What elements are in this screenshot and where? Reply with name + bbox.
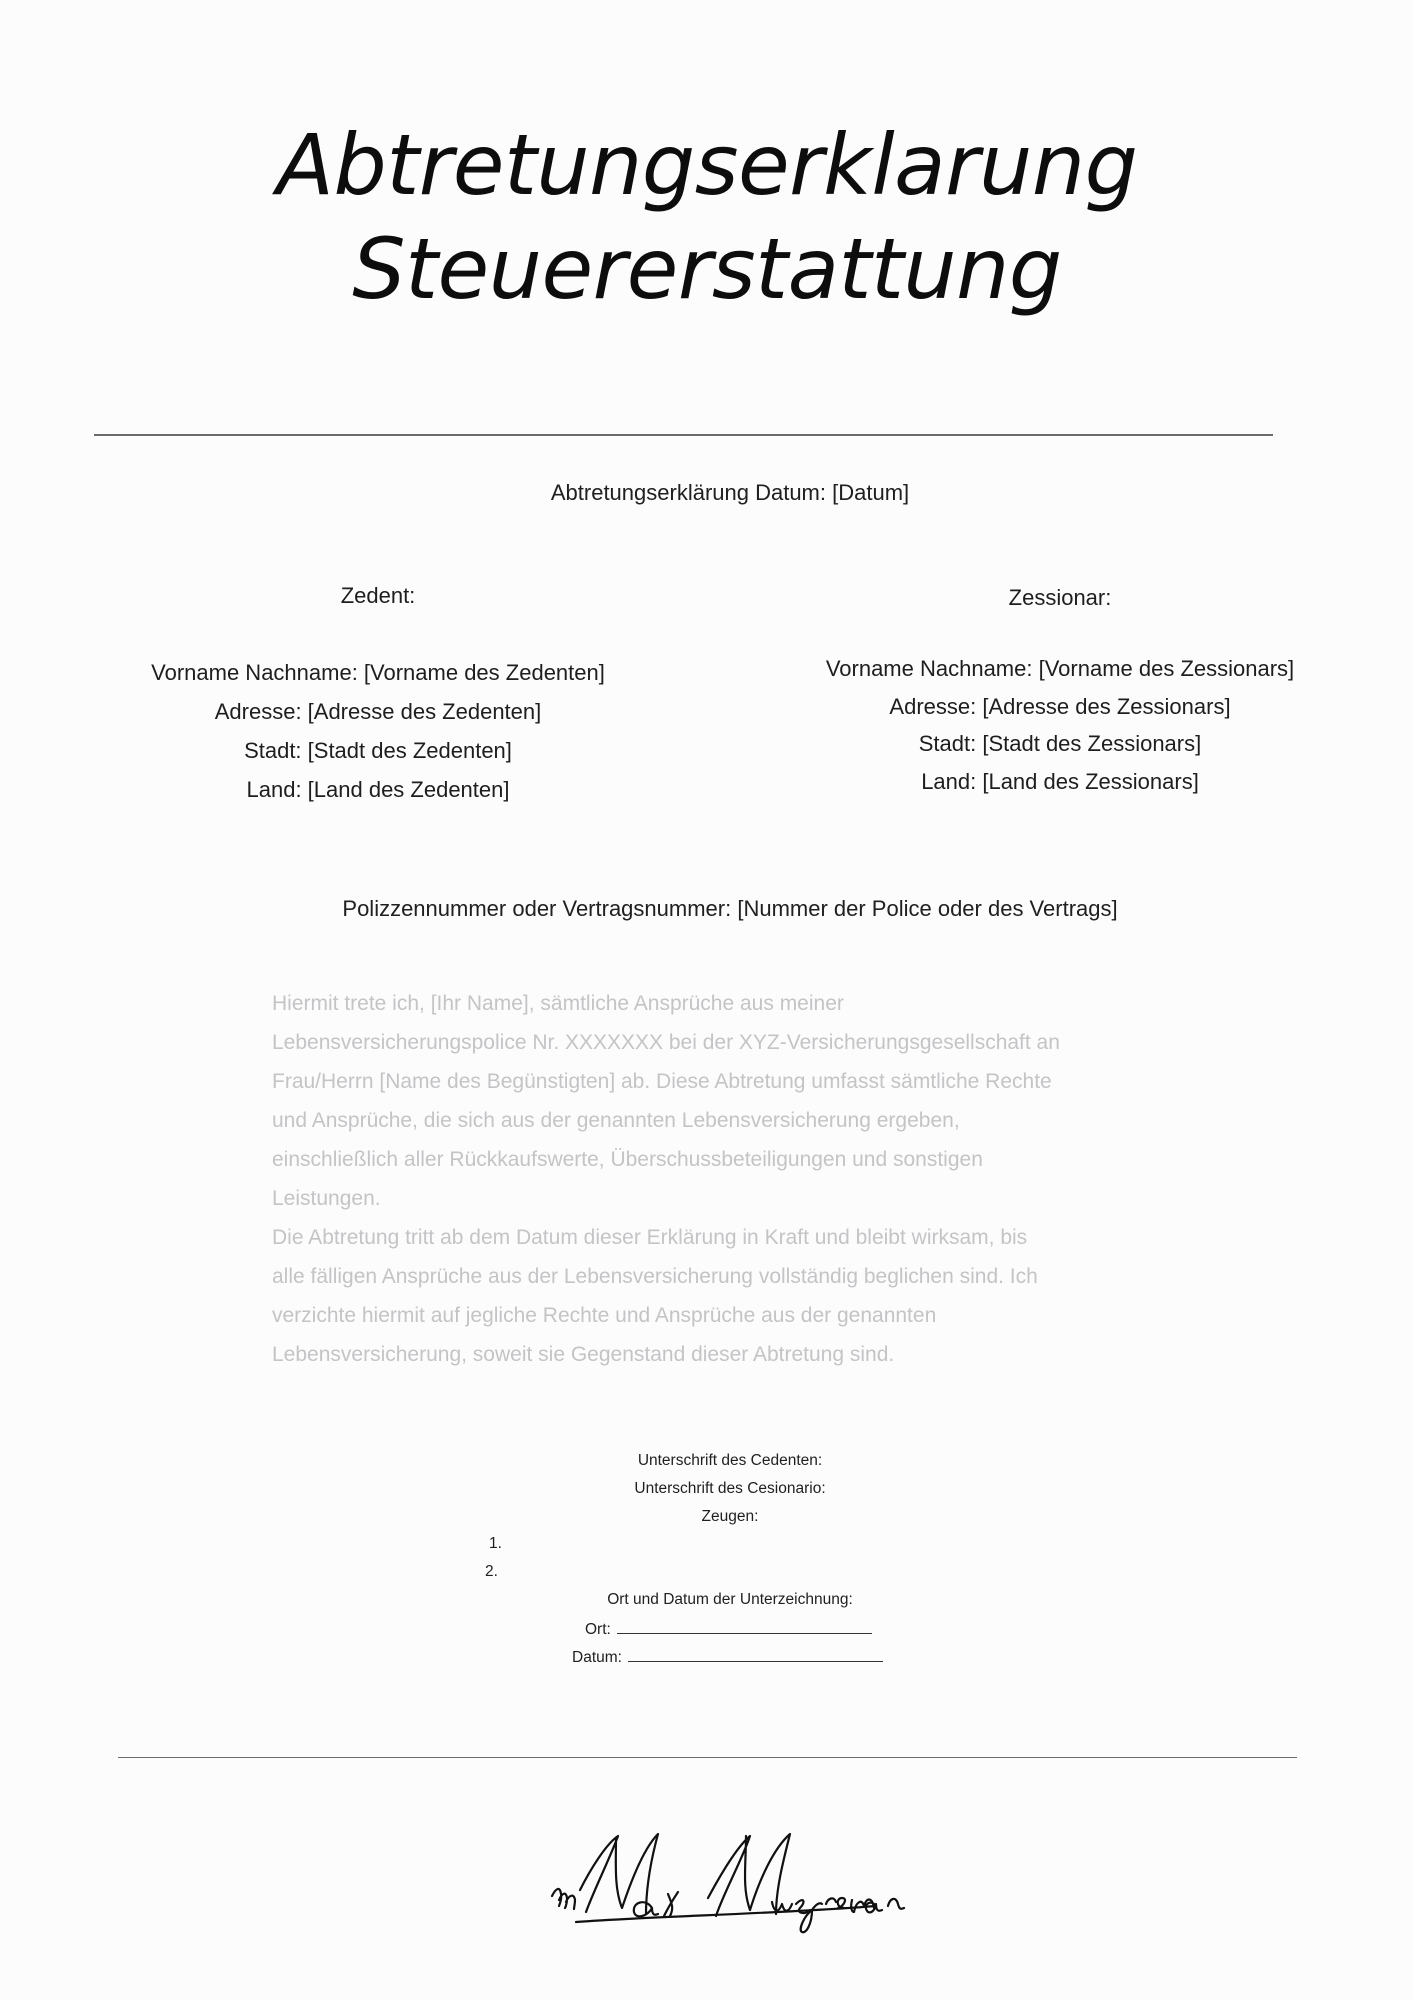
body-line: einschließlich aller Rückkaufswerte, Überschussbeteiligungen und sonstigen	[272, 1148, 983, 1171]
signature-cedent-label: Unterschrift des Cedenten:	[637, 1452, 823, 1469]
witness-2-number: 2.	[485, 1563, 498, 1580]
datum-label: Datum:	[572, 1649, 622, 1666]
document-title-line-2: Steuererstattung	[352, 220, 1062, 318]
zedent-address-line: Adresse: [Adresse des Zedenten]	[214, 699, 542, 724]
signature-image	[540, 1830, 920, 1950]
zedent-country-line: Land: [Land des Zedenten]	[246, 777, 510, 802]
document-title-line-1: Abtretungserklarung	[276, 116, 1138, 214]
handwritten-signature	[540, 1830, 920, 1950]
policy-number-line: Polizzennummer oder Vertragsnummer: [Nummer der Police oder des Vertrags]	[342, 896, 1118, 921]
ort-row	[560, 1619, 920, 1639]
bottom-divider	[118, 1757, 1297, 1758]
zedent-city-line: Stadt: [Stadt des Zedenten]	[244, 738, 512, 763]
signature-cesionario-label: Unterschrift des Cesionario:	[634, 1480, 826, 1497]
assignment-body	[272, 984, 1212, 1374]
witness-1-number: 1.	[489, 1535, 502, 1552]
body-line: Lebensversicherung, soweit sie Gegenstand dieser Abtretung sind.	[272, 1343, 895, 1366]
zessionar-country-line: Land: [Land des Zessionars]	[921, 768, 1199, 794]
date-line: Abtretungserklärung Datum: [Datum]	[550, 480, 910, 505]
datum-blank-line[interactable]	[628, 1647, 883, 1662]
place-date-heading: Ort und Datum der Unterzeichnung:	[607, 1591, 853, 1608]
body-line: und Ansprüche, die sich aus der genannten Lebensversicherung ergeben,	[272, 1109, 960, 1132]
body-line: Frau/Herrn [Name des Begünstigten] ab. Diese Abtretung umfasst sämtliche Rechte	[272, 1070, 1052, 1093]
ort-blank-line[interactable]	[617, 1619, 872, 1634]
body-line: alle fälligen Ansprüche aus der Lebensversicherung vollständig beglichen sind. Ich	[272, 1265, 1038, 1288]
body-line: Leistungen.	[272, 1187, 381, 1210]
body-line: verzichte hiermit auf jegliche Rechte und Ansprüche aus der genannten	[272, 1304, 937, 1327]
body-line: Die Abtretung tritt ab dem Datum dieser Erklärung in Kraft und bleibt wirksam, bis	[272, 1226, 1028, 1249]
zessionar-block	[760, 650, 1360, 800]
zessionar-address-line: Adresse: [Adresse des Zessionars]	[889, 693, 1231, 719]
zedent-heading: Zedent:	[340, 583, 416, 608]
top-divider	[94, 434, 1273, 436]
zessionar-name-line: Vorname Nachname: [Vorname des Zessionars]	[825, 656, 1295, 681]
zedent-name-line: Vorname Nachname: [Vorname des Zedenten]	[151, 660, 605, 685]
zessionar-heading: Zessionar:	[1008, 585, 1112, 610]
body-line: Hiermit trete ich, [Ihr Name], sämtliche Ansprüche aus meiner	[272, 992, 844, 1015]
datum-row	[560, 1647, 920, 1667]
zedent-block	[78, 653, 678, 809]
body-line: Lebensversicherungspolice Nr. XXXXXXX bei der XYZ-Versicherungsgesellschaft an	[272, 1031, 1060, 1054]
zessionar-city-line: Stadt: [Stadt des Zessionars]	[918, 731, 1202, 756]
witnesses-label: Zeugen:	[701, 1508, 759, 1525]
ort-label: Ort:	[585, 1621, 611, 1638]
